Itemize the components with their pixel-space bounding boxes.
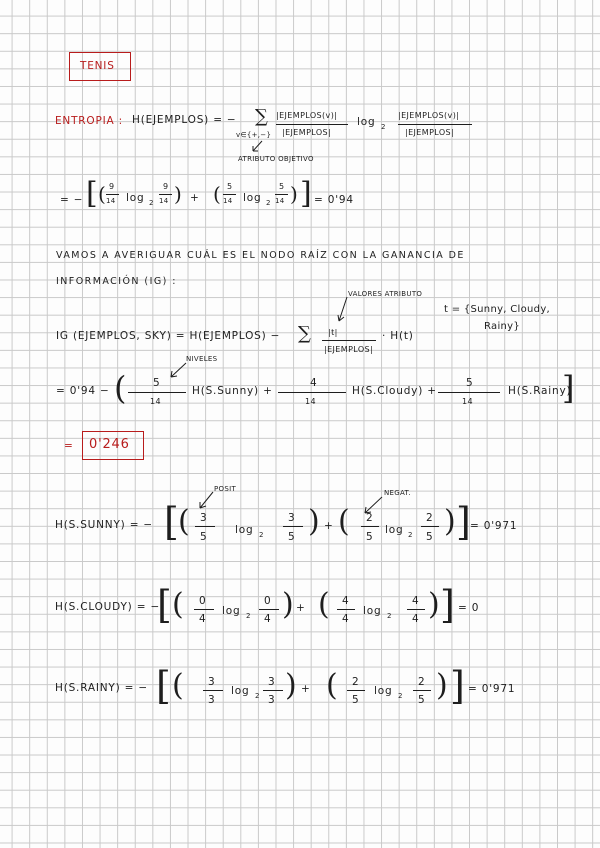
sunny-result: = 0'971 <box>470 520 518 532</box>
entropy-log: log <box>357 116 376 128</box>
entropy-eval-prefix: = − <box>60 194 84 206</box>
entropy-frac1-num: |EJEMPLOS(v)| <box>276 111 338 120</box>
page-title: TENIS <box>80 60 115 72</box>
entropy-lhs: H(EJEMPLOS) = − <box>132 114 237 126</box>
ig-t-def-1: t = {Sunny, Cloudy, <box>444 304 551 315</box>
arrow-icon <box>197 492 215 510</box>
cloudy-result: = 0 <box>458 602 480 614</box>
bracket-close: ] <box>300 176 312 211</box>
ig-result-eq: = <box>64 440 74 452</box>
intro-line-2: INFORMACIÓN (IG) : <box>56 276 177 287</box>
sunny-ann-neg: NEGAT. <box>384 489 411 497</box>
sunny-ann-pos: POSIT <box>214 485 237 493</box>
rainy-result: = 0'971 <box>468 683 516 695</box>
entropy-frac2-num: |EJEMPLOS(v)| <box>398 111 460 120</box>
ig-annotation: VALORES ATRIBUTO <box>348 290 423 298</box>
rainy-lhs: H(S.RAINY) = − <box>55 682 148 694</box>
ig-eval-annotation: NIVELES <box>186 355 218 363</box>
ig-frac-den: |EJEMPLOS| <box>324 345 374 354</box>
ig-result-value: 0'246 <box>89 437 130 452</box>
entropy-label: ENTROPIA : <box>55 115 123 127</box>
ig-tail: · H(t) <box>382 330 414 342</box>
notebook-page: TENIS ENTROPIA : H(EJEMPLOS) = − ∑ v∈{+,−} |EJEMPLOS(v)| |EJEMPLOS| log 2 |EJEMPLOS(v)| |EJEMPLOS| ATRIBUTO OBJETIVO = − [ ( 9 14 log 2 9 14 ) + ( 5 14 log 2 5 14 ) ] = 0'94 VAMOS A AVERIGUAR CUÁL ES EL NODO RAÍZ CON LA GANANCIA DE INFORMACIÓN (IG) : VALORES ATRIBUTO t = {Sunny, Cloudy, Rainy} IG (EJEMPLOS, SKY) = H(EJEMPLOS) − ∑ |t| |EJEMPLOS| · H(t) NIVELES = 0'94 − ( 5 14 H(S.Sunny) + 4 14 H(S.Cloudy) + 5 14 H(S.Rainy) ] = 0'246 POSIT NEGAT. H(S.SUNNY) = − [ ( 3 5 log 2 3 5 ) + ( 2 5 log 2 2 5 ) ] = 0'971 H(S.CLOUDY) = − [ ( 0 4 log 2 0 4 ) + ( 4 4 log 2 4 4 ) ] = 0 H(S.RAINY) = − [ ( 3 3 log 2 3 3 ) + ( 2 5 log 2 2 5 ) ] = 0'971 <box>0 0 600 848</box>
entropy-sum-index: v∈{+,−} <box>236 131 272 139</box>
entropy-annotation: ATRIBUTO OBJETIVO <box>238 155 314 163</box>
entropy-result: = 0'94 <box>314 194 354 206</box>
arrow-icon <box>336 297 350 323</box>
ig-frac-num: |t| <box>328 328 338 337</box>
ig-frac-bar <box>322 340 376 341</box>
bracket-open: [ <box>86 176 98 211</box>
entropy-frac1-bar <box>276 124 348 125</box>
cloudy-lhs: H(S.CLOUDY) = − <box>55 601 161 613</box>
arrow-icon <box>168 363 188 379</box>
entropy-frac2-bar <box>398 124 472 125</box>
ig-sigma: ∑ <box>298 323 311 344</box>
ig-eval-prefix: = 0'94 − <box>56 385 110 397</box>
entropy-log-base: 2 <box>381 123 386 131</box>
entropy-frac1-den: |EJEMPLOS| <box>282 128 332 137</box>
ig-lhs: IG (EJEMPLOS, SKY) = H(EJEMPLOS) − <box>56 330 281 342</box>
ig-t-def-2: Rainy} <box>484 321 521 332</box>
entropy-frac2-den: |EJEMPLOS| <box>405 128 455 137</box>
arrow-icon <box>250 141 264 153</box>
intro-line-1: VAMOS A AVERIGUAR CUÁL ES EL NODO RAÍZ CON LA GANANCIA DE <box>56 250 465 261</box>
sunny-lhs: H(S.SUNNY) = − <box>55 519 154 531</box>
entropy-sigma: ∑ <box>255 106 268 127</box>
